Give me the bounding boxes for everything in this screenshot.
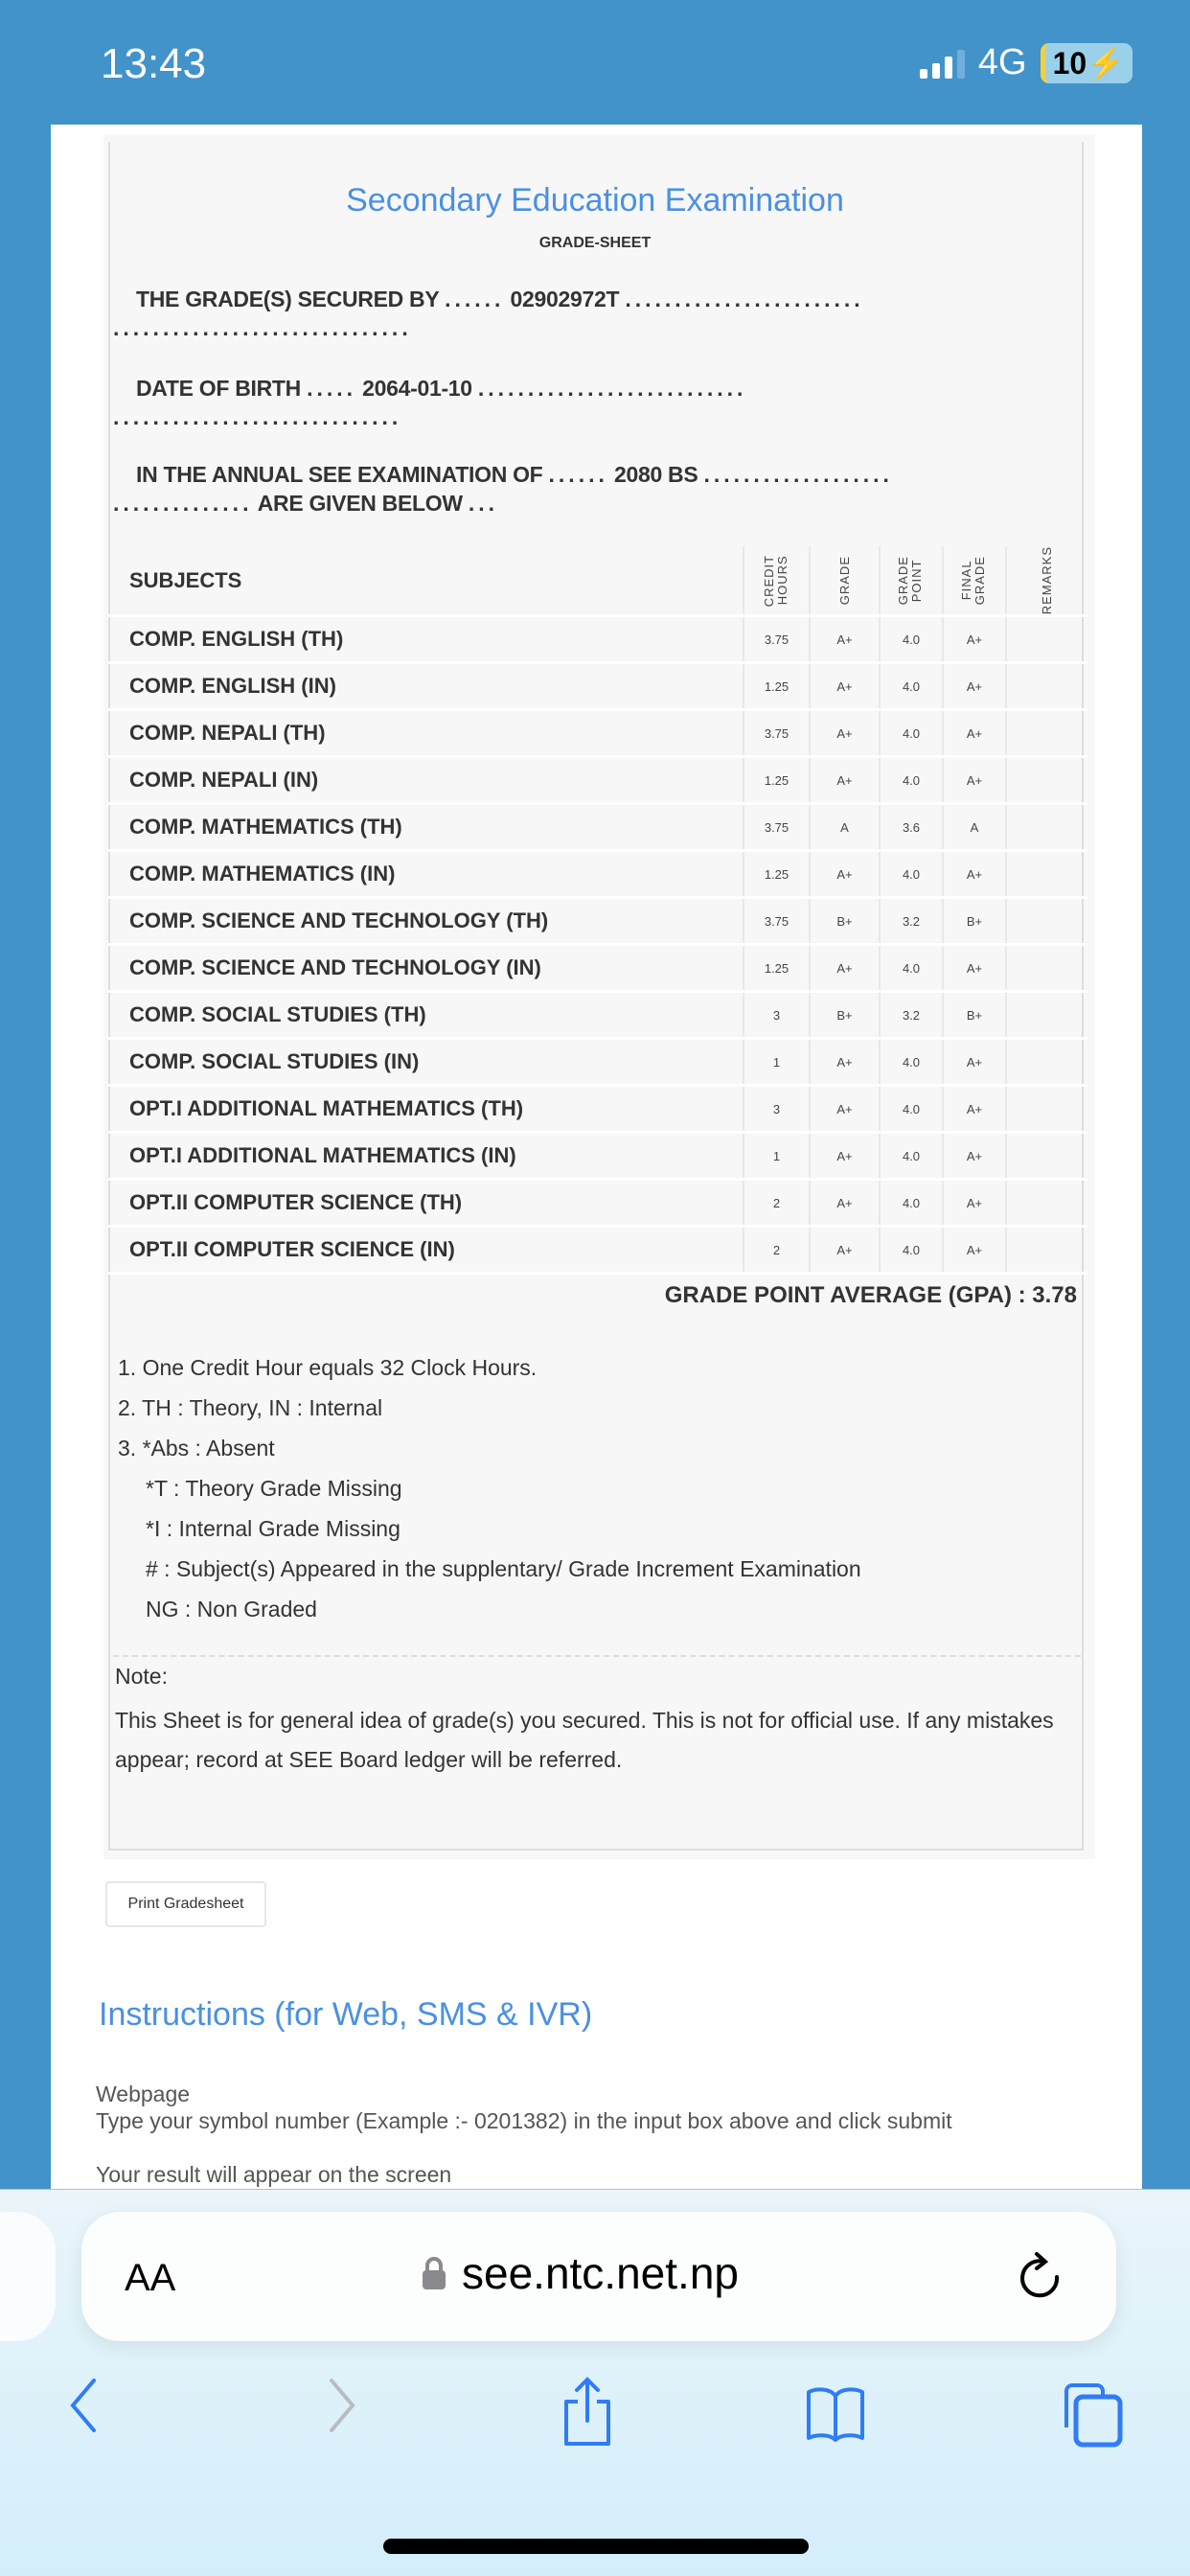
cell-remarks [1006, 804, 1087, 851]
header-remarks: REMARKS [1006, 546, 1087, 616]
secured-label: THE GRADE(S) SECURED BY [136, 287, 439, 311]
cell-subject: COMP. SOCIAL STUDIES (TH) [108, 992, 744, 1039]
cell-grade: A+ [810, 945, 880, 992]
cell-remarks [1006, 1039, 1087, 1086]
signal-icon [920, 48, 965, 79]
cell-grade: A+ [810, 710, 880, 757]
instructions-heading: Instructions (for Web, SMS & IVR) [99, 1996, 593, 2033]
cell-grade-point: 3.2 [880, 992, 943, 1039]
cell-final-grade: A+ [943, 1227, 1006, 1274]
table-row [108, 1227, 1087, 1274]
cell-final-grade: A+ [943, 1180, 1006, 1227]
cell-remarks [1006, 757, 1087, 804]
url-field[interactable] [422, 2247, 739, 2299]
reader-settings-button[interactable]: AA [125, 2257, 176, 2299]
cell-credit-hours: 3 [744, 992, 810, 1039]
tabs-icon[interactable] [1059, 2381, 1126, 2449]
secured-by-line: THE GRADE(S) SECURED BY ...... 02902972T ........................ .............................. [113, 287, 864, 340]
reload-icon[interactable] [1016, 2252, 1064, 2306]
table-row [108, 616, 1087, 663]
cell-remarks [1006, 1227, 1087, 1274]
table-row [108, 992, 1087, 1039]
dob-value: 2064-01-10 [362, 376, 472, 401]
cell-remarks [1006, 1133, 1087, 1180]
table-row [108, 1039, 1087, 1086]
table-row [108, 945, 1087, 992]
cell-grade: A+ [810, 1133, 880, 1180]
status-indicators [920, 42, 1133, 83]
cell-subject: COMP. MATHEMATICS (TH) [108, 804, 744, 851]
instruction-line: Your result will appear on the screen [96, 2162, 452, 2187]
cell-grade-point: 4.0 [880, 851, 943, 898]
table-header-row [108, 546, 1087, 616]
dob-label: DATE OF BIRTH [136, 376, 301, 401]
exam-label: IN THE ANNUAL SEE EXAMINATION OF [136, 462, 543, 487]
cell-grade: B+ [810, 898, 880, 945]
cell-subject: OPT.I ADDITIONAL MATHEMATICS (TH) [108, 1086, 744, 1133]
cell-subject: COMP. SCIENCE AND TECHNOLOGY (TH) [108, 898, 744, 945]
cell-subject: COMP. NEPALI (IN) [108, 757, 744, 804]
cell-subject: OPT.II COMPUTER SCIENCE (TH) [108, 1180, 744, 1227]
cell-credit-hours: 3.75 [744, 616, 810, 663]
header-final-grade: FINAL GRADE [943, 546, 1006, 616]
cell-subject: COMP. MATHEMATICS (IN) [108, 851, 744, 898]
cell-grade-point: 4.0 [880, 710, 943, 757]
table-row [108, 851, 1087, 898]
note-item: 1. One Credit Hour equals 32 Clock Hours. [118, 1355, 538, 1380]
table-row [108, 1133, 1087, 1180]
cell-grade: A+ [810, 1086, 880, 1133]
cell-credit-hours: 3.75 [744, 898, 810, 945]
cell-grade: B+ [810, 992, 880, 1039]
table-row [108, 898, 1087, 945]
cell-remarks [1006, 945, 1087, 992]
cell-credit-hours: 3.75 [744, 710, 810, 757]
cell-credit-hours: 1.25 [744, 945, 810, 992]
cell-credit-hours: 1 [744, 1039, 810, 1086]
cell-remarks [1006, 1180, 1087, 1227]
cell-credit-hours: 1.25 [744, 663, 810, 710]
cell-subject: COMP. ENGLISH (TH) [108, 616, 744, 663]
cell-remarks [1006, 1086, 1087, 1133]
cell-grade-point: 4.0 [880, 663, 943, 710]
lock-icon [422, 2256, 446, 2290]
cell-final-grade: A+ [943, 1086, 1006, 1133]
note-item: # : Subject(s) Appeared in the supplentary/ Grade Increment Examination [146, 1556, 861, 1581]
cell-remarks [1006, 616, 1087, 663]
table-row [108, 710, 1087, 757]
symbol-number: 02902972T [510, 287, 620, 311]
share-icon[interactable] [561, 2377, 614, 2448]
header-credit-hours: CREDIT HOURS [744, 546, 810, 616]
bookmarks-icon[interactable] [805, 2384, 866, 2444]
cell-subject: OPT.II COMPUTER SCIENCE (IN) [108, 1227, 744, 1274]
cell-subject: COMP. ENGLISH (IN) [108, 663, 744, 710]
cell-grade-point: 3.2 [880, 898, 943, 945]
given-below: ARE GIVEN BELOW [257, 491, 463, 516]
forward-icon[interactable] [322, 2377, 360, 2434]
cell-subject: OPT.I ADDITIONAL MATHEMATICS (IN) [108, 1133, 744, 1180]
cell-grade: A+ [810, 616, 880, 663]
cell-grade-point: 4.0 [880, 1039, 943, 1086]
cell-credit-hours: 1 [744, 1133, 810, 1180]
note-text: This Sheet is for general idea of grade(s) you secured. This is not for official use. If any mistakes appear; record at SEE Board ledger will be referred. [115, 1708, 1054, 1772]
dob-line: DATE OF BIRTH ..... 2064-01-10 ........................... ............................. [113, 376, 747, 429]
cell-final-grade: A+ [943, 1133, 1006, 1180]
cell-final-grade: B+ [943, 992, 1006, 1039]
gpa-value: GRADE POINT AVERAGE (GPA) : 3.78 [664, 1282, 1077, 1308]
cell-final-grade: A+ [943, 710, 1006, 757]
cell-subject: COMP. SOCIAL STUDIES (IN) [108, 1039, 744, 1086]
url-text: see.ntc.net.np [462, 2248, 739, 2298]
cell-grade-point: 3.6 [880, 804, 943, 851]
cell-final-grade: A [943, 804, 1006, 851]
cell-final-grade: A+ [943, 1039, 1006, 1086]
network-label: 4G [977, 42, 1027, 82]
cell-grade: A+ [810, 1180, 880, 1227]
cell-subject: COMP. SCIENCE AND TECHNOLOGY (IN) [108, 945, 744, 992]
note-item: 2. TH : Theory, IN : Internal [118, 1395, 383, 1420]
cell-grade-point: 4.0 [880, 1133, 943, 1180]
table-row [108, 1180, 1087, 1227]
note-item: 3. *Abs : Absent [118, 1436, 275, 1460]
cell-remarks [1006, 710, 1087, 757]
cell-credit-hours: 1.25 [744, 851, 810, 898]
header-subjects: SUBJECTS [108, 546, 744, 616]
cell-final-grade: A+ [943, 851, 1006, 898]
status-time: 13:43 [101, 40, 207, 87]
note-item: *T : Theory Grade Missing [146, 1476, 402, 1501]
cell-final-grade: A+ [943, 945, 1006, 992]
cell-grade: A+ [810, 1227, 880, 1274]
header-grade: GRADE [810, 546, 880, 616]
cell-credit-hours: 2 [744, 1227, 810, 1274]
battery-level: 10 [1052, 45, 1087, 80]
exam-year: 2080 BS [613, 462, 698, 487]
divider [113, 1655, 1081, 1657]
table-row [108, 804, 1087, 851]
cell-credit-hours: 1.25 [744, 757, 810, 804]
home-indicator [383, 2539, 809, 2554]
cell-grade-point: 4.0 [880, 945, 943, 992]
note-item: NG : Non Graded [146, 1597, 317, 1622]
cell-grade: A [810, 804, 880, 851]
cell-grade: A+ [810, 757, 880, 804]
table-row [108, 1086, 1087, 1133]
note-item: *I : Internal Grade Missing [146, 1516, 400, 1541]
cell-remarks [1006, 663, 1087, 710]
table-row [108, 757, 1087, 804]
cell-final-grade: A+ [943, 616, 1006, 663]
cell-final-grade: A+ [943, 663, 1006, 710]
cell-remarks [1006, 992, 1087, 1039]
cell-credit-hours: 3.75 [744, 804, 810, 851]
header-grade-point: GRADE POINT [880, 546, 943, 616]
instruction-line: Webpage [96, 2082, 191, 2106]
cell-subject: COMP. NEPALI (TH) [108, 710, 744, 757]
cell-remarks [1006, 898, 1087, 945]
cell-remarks [1006, 851, 1087, 898]
previous-tab[interactable] [0, 2212, 56, 2341]
cell-grade-point: 4.0 [880, 1180, 943, 1227]
cell-grade: A+ [810, 1039, 880, 1086]
cell-grade-point: 4.0 [880, 1086, 943, 1133]
cell-credit-hours: 3 [744, 1086, 810, 1133]
cell-grade-point: 4.0 [880, 757, 943, 804]
print-gradesheet-button[interactable]: Print Gradesheet [105, 1881, 266, 1927]
note-label: Note: [115, 1664, 168, 1689]
back-icon[interactable] [65, 2377, 103, 2434]
instruction-line: Type your symbol number (Example :- 0201382) in the input box above and click submit [96, 2108, 952, 2133]
cell-credit-hours: 2 [744, 1180, 810, 1227]
cell-final-grade: B+ [943, 898, 1006, 945]
cell-final-grade: A+ [943, 757, 1006, 804]
cell-grade: A+ [810, 851, 880, 898]
grades-table [108, 546, 1087, 1275]
exam-line: IN THE ANNUAL SEE EXAMINATION OF ...... 2080 BS ................... .............. ARE GIVEN BELOW ... [113, 462, 893, 516]
cell-grade-point: 4.0 [880, 616, 943, 663]
gradesheet-subtitle: GRADE-SHEET [538, 235, 652, 251]
battery-icon: 10⚡ [1041, 43, 1133, 83]
cell-grade-point: 4.0 [880, 1227, 943, 1274]
table-row [108, 663, 1087, 710]
cell-grade: A+ [810, 663, 880, 710]
page-title: Secondary Education Examination [346, 182, 844, 218]
